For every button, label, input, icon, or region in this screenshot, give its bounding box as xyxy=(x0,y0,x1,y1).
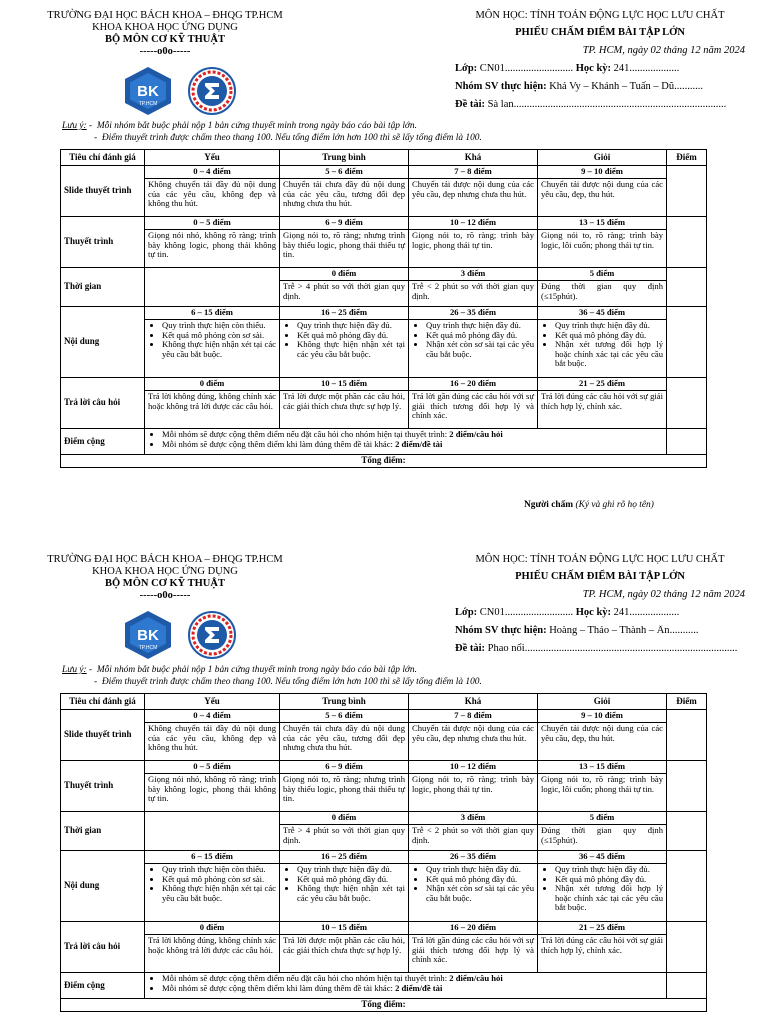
score-cell[interactable] xyxy=(667,851,707,922)
desc-cell: Trễ > 4 phút so với thời gian quy định. xyxy=(280,825,409,851)
group-label: Nhóm SV thực hiện: xyxy=(455,625,547,636)
desc-cell: Giọng nói to, rõ ràng; trình bày logic, lôi cuốn; phong thái tự tin. xyxy=(538,774,667,812)
range-cell: 6 – 15 điểm xyxy=(145,307,280,320)
score-cell[interactable] xyxy=(667,217,707,268)
score-cell[interactable] xyxy=(667,973,707,999)
range-cell: 13 – 15 điểm xyxy=(538,217,667,230)
bonus-item-1: • Mỗi nhóm sẽ được cộng thêm điểm nếu đặt câu hỏi cho nhóm hiện tại thuyết trình: 2 điểm/câu hỏi xyxy=(162,974,663,984)
list-item: • Quy trình thực hiện đầy đủ. xyxy=(426,321,534,331)
range-cell: 10 – 12 điểm xyxy=(409,217,538,230)
rubric-header-row xyxy=(61,150,707,166)
subject-title: MÔN HỌC: TÍNH TOÁN ĐỘNG LỰC HỌC LƯU CHẤT xyxy=(475,554,725,565)
desc-cell: Trễ < 2 phút so với thời gian quy định. xyxy=(409,825,538,851)
class-value: CN01 xyxy=(479,607,505,618)
score-cell[interactable] xyxy=(667,378,707,429)
bonus-cell xyxy=(145,973,667,999)
desc-cell: Đúng thời gian quy định (≤15phút). xyxy=(538,281,667,307)
grading-form-2 xyxy=(0,544,768,1024)
header-separator: -----o0o----- xyxy=(139,46,191,57)
list-item: • Quy trình thực hiện đầy đủ. xyxy=(297,321,405,331)
desc-cell: Chuyển tải được nội dung của các yêu cầu, đẹp nhưng chưa thu hút. xyxy=(409,179,538,217)
header-fair: Khá xyxy=(409,150,538,166)
university-name: TRƯỜNG ĐẠI HỌC BÁCH KHOA – ĐHQG TP.HCM xyxy=(47,554,283,565)
score-cell[interactable] xyxy=(667,268,707,307)
note-line-1: Lưu ý: - Mỗi nhóm bắt buộc phải nộp 1 bản cứng thuyết minh trong ngày báo cáo bài tập lớn. xyxy=(62,121,417,131)
svg-text:TP.HCM: TP.HCM xyxy=(138,101,158,107)
form-date: TP. HCM, ngày 02 tháng 12 năm 2024 xyxy=(582,45,745,56)
range-cell: 6 – 9 điểm xyxy=(280,217,409,230)
criterion-slide: Slide thuyết trình xyxy=(61,710,145,761)
note-line-2: - Điểm thuyết trình được chấm theo thang 100. Nếu tổng điểm lớn hơn 100 thì sẽ lấy tổng điểm là 100. xyxy=(94,133,482,143)
class-field: Lớp: CN01.......................... Học kỳ: 241................... xyxy=(455,607,680,618)
group-value: Khả Vy – Khánh – Tuấn – Dũ xyxy=(549,81,675,92)
form-header xyxy=(455,554,745,655)
group-label: Nhóm SV thực hiện: xyxy=(455,81,547,92)
range-cell: 0 – 4 điểm xyxy=(145,710,280,723)
desc-cell: Chuyển tải được nội dung của các yêu cầu, đẹp, thu hút. xyxy=(538,179,667,217)
svg-text:BK: BK xyxy=(137,627,159,644)
range-cell: 6 – 9 điểm xyxy=(280,761,409,774)
criterion-time: Thời gian xyxy=(61,812,145,851)
desc-cell: Trả lời không đúng, không chính xác hoặc không trả lời được các câu hỏi. xyxy=(145,391,280,429)
rubric-table xyxy=(60,149,707,468)
desc-cell xyxy=(409,320,538,378)
score-cell[interactable] xyxy=(667,166,707,217)
score-cell[interactable] xyxy=(667,307,707,378)
desc-cell xyxy=(538,864,667,922)
range-cell: 13 – 15 điểm xyxy=(538,761,667,774)
list-item: • Quy trình thực hiện đầy đủ. xyxy=(555,865,663,875)
list-item: • Quy trình thực hiện đầy đủ. xyxy=(297,865,405,875)
total-row: Tổng điểm: xyxy=(61,999,707,1012)
desc-cell xyxy=(145,864,280,922)
range-cell: 21 – 25 điểm xyxy=(538,922,667,935)
notes xyxy=(62,664,722,688)
range-cell: 16 – 25 điểm xyxy=(280,307,409,320)
range-cell: 0 – 5 điểm xyxy=(145,217,280,230)
total-row: Tổng điểm: xyxy=(61,455,707,468)
range-cell: 5 – 6 điểm xyxy=(280,710,409,723)
criterion-bonus: Điểm cộng xyxy=(61,429,145,455)
header-fair: Khá xyxy=(409,694,538,710)
desc-cell: Không chuyển tải đầy đủ nội dung của các yêu cầu, không đẹp và không thu hút. xyxy=(145,723,280,761)
semester-value: 241 xyxy=(613,63,630,74)
range-cell: 3 điểm xyxy=(409,812,538,825)
bk-university-logo xyxy=(122,66,174,116)
form-date: TP. HCM, ngày 02 tháng 12 năm 2024 xyxy=(582,589,745,600)
topic-value: Sà lan xyxy=(487,99,514,110)
bk-university-logo xyxy=(122,610,174,660)
score-cell[interactable] xyxy=(667,922,707,973)
group-value: Hoàng – Thảo – Thành – Ân xyxy=(549,625,670,636)
desc-cell: Chuyển tải chưa đầy đủ nội dung của các yêu cầu, tương đối đẹp nhưng chưa thu hút. xyxy=(280,179,409,217)
notes xyxy=(62,120,722,144)
desc-cell: Giọng nói to, rõ ràng; trình bày logic, phong thái tự tin. xyxy=(409,230,538,268)
criterion-answer: Trả lời câu hỏi xyxy=(61,922,145,973)
empty-cell xyxy=(145,812,280,851)
desc-cell: Trả lời gần đúng các câu hỏi với sự giải thích tương đối hợp lý và chính xác. xyxy=(409,391,538,429)
subject-title: MÔN HỌC: TÍNH TOÁN ĐỘNG LỰC HỌC LƯU CHẤT xyxy=(475,10,725,21)
range-cell: 9 – 10 điểm xyxy=(538,710,667,723)
list-item: • Nhận xét còn sơ sài tại các yêu cầu bắt buộc. xyxy=(426,884,534,903)
header-weak: Yếu xyxy=(145,694,280,710)
topic-field: Đề tài: Sà lan................................................................................. xyxy=(455,99,727,110)
form-header xyxy=(455,10,745,111)
header-separator: -----o0o----- xyxy=(139,590,191,601)
faculty-name: KHOA KHOA HỌC ỨNG DỤNG xyxy=(92,22,238,33)
header-score: Điểm xyxy=(667,150,707,166)
range-cell: 5 – 6 điểm xyxy=(280,166,409,179)
header-average: Trung bình xyxy=(280,694,409,710)
list-item: • Kết quả mô phỏng đầy đủ. xyxy=(297,331,405,341)
list-item: • Quy trình thực hiện đầy đủ. xyxy=(426,865,534,875)
faculty-logo xyxy=(188,611,236,659)
notes-label: Lưu ý: xyxy=(62,665,87,675)
group-field: Nhóm SV thực hiện: Khả Vy – Khánh – Tuấn – Dũ........... xyxy=(455,81,704,92)
desc-cell: Trả lời gần đúng các câu hỏi với sự giải thích tương đối hợp lý và chính xác. xyxy=(409,935,538,973)
semester-label: Học kỳ: xyxy=(575,63,612,74)
class-field: Lớp: CN01.......................... Học kỳ: 241................... xyxy=(455,63,680,74)
score-cell[interactable] xyxy=(667,429,707,455)
desc-cell: Chuyển tải được nội dung của các yêu cầu, đẹp nhưng chưa thu hút. xyxy=(409,723,538,761)
signer-label: Người chấm xyxy=(524,500,574,510)
header-criteria: Tiêu chí đánh giá xyxy=(61,694,145,710)
logo-group xyxy=(122,66,252,116)
range-cell: 7 – 8 điểm xyxy=(409,710,538,723)
header-average: Trung bình xyxy=(280,150,409,166)
desc-cell xyxy=(280,864,409,922)
list-item: • Không thực hiện nhận xét tại các yêu cầu bắt buộc. xyxy=(162,884,276,903)
desc-cell: Chuyển tải được nội dung của các yêu cầu, đẹp, thu hút. xyxy=(538,723,667,761)
class-label: Lớp: xyxy=(455,63,478,74)
institution-header xyxy=(40,554,290,602)
form-title: PHIẾU CHẤM ĐIỂM BÀI TẬP LỚN xyxy=(515,27,685,38)
criterion-presentation: Thuyết trình xyxy=(61,761,145,812)
range-cell: 7 – 8 điểm xyxy=(409,166,538,179)
header-good: Giỏi xyxy=(538,150,667,166)
desc-cell: Trả lời được một phần các câu hỏi, các giải thích chưa thực sự hợp lý. xyxy=(280,935,409,973)
range-cell: 6 – 15 điểm xyxy=(145,851,280,864)
range-cell: 0 – 4 điểm xyxy=(145,166,280,179)
criterion-slide: Slide thuyết trình xyxy=(61,166,145,217)
range-cell: 26 – 35 điểm xyxy=(409,851,538,864)
list-item: • Kết quả mô phỏng đầy đủ. xyxy=(426,875,534,885)
list-item: • Kết quả mô phỏng còn sơ sài. xyxy=(162,331,276,341)
range-cell: 0 điểm xyxy=(145,922,280,935)
faculty-logo xyxy=(188,67,236,115)
list-item: • Quy trình thực hiện còn thiếu. xyxy=(162,321,276,331)
desc-cell: Giọng nói to, rõ ràng; nhưng trình bày thiếu logic, phong thái thiếu tự tin. xyxy=(280,774,409,812)
desc-cell: Trả lời đúng các câu hỏi với sự giải thích hợp lý, chính xác. xyxy=(538,935,667,973)
svg-text:TP.HCM: TP.HCM xyxy=(138,645,158,651)
bonus-item-2: • Mỗi nhóm sẽ được cộng thêm điểm khi làm đúng thêm đề tài khác: 2 điểm/đề tài xyxy=(162,440,663,450)
desc-cell xyxy=(280,320,409,378)
range-cell: 0 điểm xyxy=(280,812,409,825)
header-criteria: Tiêu chí đánh giá xyxy=(61,150,145,166)
desc-cell: Trả lời được một phần các câu hỏi, các giải thích chưa thực sự hợp lý. xyxy=(280,391,409,429)
range-cell: 0 – 5 điểm xyxy=(145,761,280,774)
desc-cell: Trễ > 4 phút so với thời gian quy định. xyxy=(280,281,409,307)
notes-label: Lưu ý: xyxy=(62,121,87,131)
topic-label: Đề tài: xyxy=(455,99,486,110)
bonus-item-2: • Mỗi nhóm sẽ được cộng thêm điểm khi làm đúng thêm đề tài khác: 2 điểm/đề tài xyxy=(162,984,663,994)
list-item: • Quy trình thực hiện còn thiếu. xyxy=(162,865,276,875)
criterion-time: Thời gian xyxy=(61,268,145,307)
signer xyxy=(524,500,654,510)
range-cell: 10 – 15 điểm xyxy=(280,922,409,935)
criterion-bonus: Điểm cộng xyxy=(61,973,145,999)
range-cell: 10 – 15 điểm xyxy=(280,378,409,391)
range-cell: 16 – 25 điểm xyxy=(280,851,409,864)
range-cell: 36 – 45 điểm xyxy=(538,851,667,864)
semester-value: 241 xyxy=(613,607,630,618)
range-cell: 0 điểm xyxy=(280,268,409,281)
institution-header xyxy=(40,10,290,58)
score-cell[interactable] xyxy=(667,761,707,812)
topic-value: Phao nổi xyxy=(487,643,525,654)
range-cell: 26 – 35 điểm xyxy=(409,307,538,320)
semester-label: Học kỳ: xyxy=(575,607,612,618)
class-value: CN01 xyxy=(479,63,505,74)
bonus-cell xyxy=(145,429,667,455)
form-title: PHIẾU CHẤM ĐIỂM BÀI TẬP LỚN xyxy=(515,571,685,582)
svg-text:BK: BK xyxy=(137,83,159,100)
criterion-content: Nội dung xyxy=(61,851,145,922)
range-cell: 3 điểm xyxy=(409,268,538,281)
score-cell[interactable] xyxy=(667,710,707,761)
list-item: • Quy trình thực hiện đầy đủ. xyxy=(555,321,663,331)
desc-cell: Giọng nói nhỏ, không rõ ràng; trình bày không logic, phong thái không tự tin. xyxy=(145,774,280,812)
class-label: Lớp: xyxy=(455,607,478,618)
department-name: BỘ MÔN CƠ KỸ THUẬT xyxy=(105,34,225,45)
header-score: Điểm xyxy=(667,694,707,710)
list-item: • Nhận xét tương đối hợp lý hoặc chính xác tại các yêu cầu bắt buộc. xyxy=(555,884,663,913)
topic-field: Đề tài: Phao nổi................................................................................. xyxy=(455,643,738,654)
logo-group xyxy=(122,610,252,660)
range-cell: 36 – 45 điểm xyxy=(538,307,667,320)
university-name: TRƯỜNG ĐẠI HỌC BÁCH KHOA – ĐHQG TP.HCM xyxy=(47,10,283,21)
desc-cell xyxy=(538,320,667,378)
desc-cell: Trễ < 2 phút so với thời gian quy định. xyxy=(409,281,538,307)
criterion-content: Nội dung xyxy=(61,307,145,378)
note-line-1: Lưu ý: - Mỗi nhóm bắt buộc phải nộp 1 bản cứng thuyết minh trong ngày báo cáo bài tập lớn. xyxy=(62,665,417,675)
header-good: Giỏi xyxy=(538,694,667,710)
range-cell: 5 điểm xyxy=(538,812,667,825)
list-item: • Kết quả mô phỏng đầy đủ. xyxy=(426,331,534,341)
topic-label: Đề tài: xyxy=(455,643,486,654)
range-cell: 10 – 12 điểm xyxy=(409,761,538,774)
rubric-table xyxy=(60,693,707,1012)
range-cell: 5 điểm xyxy=(538,268,667,281)
note-line-2: - Điểm thuyết trình được chấm theo thang 100. Nếu tổng điểm lớn hơn 100 thì sẽ lấy tổng điểm là 100. xyxy=(94,677,482,687)
desc-cell: Chuyển tải chưa đầy đủ nội dung của các yêu cầu, tương đối đẹp nhưng chưa thu hút. xyxy=(280,723,409,761)
header-weak: Yếu xyxy=(145,150,280,166)
rubric-header-row xyxy=(61,694,707,710)
list-item: • Kết quả mô phỏng đầy đủ. xyxy=(555,331,663,341)
range-cell: 0 điểm xyxy=(145,378,280,391)
desc-cell xyxy=(409,864,538,922)
criterion-presentation: Thuyết trình xyxy=(61,217,145,268)
desc-cell: Giọng nói nhỏ, không rõ ràng; trình bày không logic, phong thái không tự tin. xyxy=(145,230,280,268)
desc-cell: Giọng nói to, rõ ràng; trình bày logic, lôi cuốn; phong thái tự tin. xyxy=(538,230,667,268)
department-name: BỘ MÔN CƠ KỸ THUẬT xyxy=(105,578,225,589)
list-item: • Không thực hiện nhận xét tại các yêu cầu bắt buộc. xyxy=(297,340,405,359)
bonus-item-1: • Mỗi nhóm sẽ được cộng thêm điểm nếu đặt câu hỏi cho nhóm hiện tại thuyết trình: 2 điểm/câu hỏi xyxy=(162,430,663,440)
empty-cell xyxy=(145,268,280,307)
desc-cell: Giọng nói to, rõ ràng; nhưng trình bày thiếu logic, phong thái thiếu tự tin. xyxy=(280,230,409,268)
list-item: • Kết quả mô phỏng đầy đủ. xyxy=(297,875,405,885)
signer-hint: (Ký và ghi rõ họ tên) xyxy=(575,500,654,510)
desc-cell: Trả lời không đúng, không chính xác hoặc không trả lời được các câu hỏi. xyxy=(145,935,280,973)
list-item: • Nhận xét còn sơ sài tại các yêu cầu bắt buộc. xyxy=(426,340,534,359)
desc-cell: Giọng nói to, rõ ràng; trình bày logic, phong thái tự tin. xyxy=(409,774,538,812)
list-item: • Không thực hiện nhận xét tại các yêu cầu bắt buộc. xyxy=(297,884,405,903)
desc-cell xyxy=(145,320,280,378)
desc-cell: Không chuyển tải đầy đủ nội dung của các yêu cầu, không đẹp và không thu hút. xyxy=(145,179,280,217)
list-item: • Kết quả mô phỏng đầy đủ. xyxy=(555,875,663,885)
faculty-name: KHOA KHOA HỌC ỨNG DỤNG xyxy=(92,566,238,577)
range-cell: 9 – 10 điểm xyxy=(538,166,667,179)
desc-cell: Đúng thời gian quy định (≤15phút). xyxy=(538,825,667,851)
range-cell: 21 – 25 điểm xyxy=(538,378,667,391)
range-cell: 16 – 20 điểm xyxy=(409,922,538,935)
group-field: Nhóm SV thực hiện: Hoàng – Thảo – Thành – Ân........... xyxy=(455,625,699,636)
list-item: • Kết quả mô phỏng còn sơ sài. xyxy=(162,875,276,885)
score-cell[interactable] xyxy=(667,812,707,851)
range-cell: 16 – 20 điểm xyxy=(409,378,538,391)
criterion-answer: Trả lời câu hỏi xyxy=(61,378,145,429)
list-item: • Không thực hiện nhận xét tại các yêu cầu bắt buộc. xyxy=(162,340,276,359)
desc-cell: Trả lời đúng các câu hỏi với sự giải thích hợp lý, chính xác. xyxy=(538,391,667,429)
list-item: • Nhận xét tương đối hợp lý hoặc chính xác tại các yêu cầu bắt buộc. xyxy=(555,340,663,369)
